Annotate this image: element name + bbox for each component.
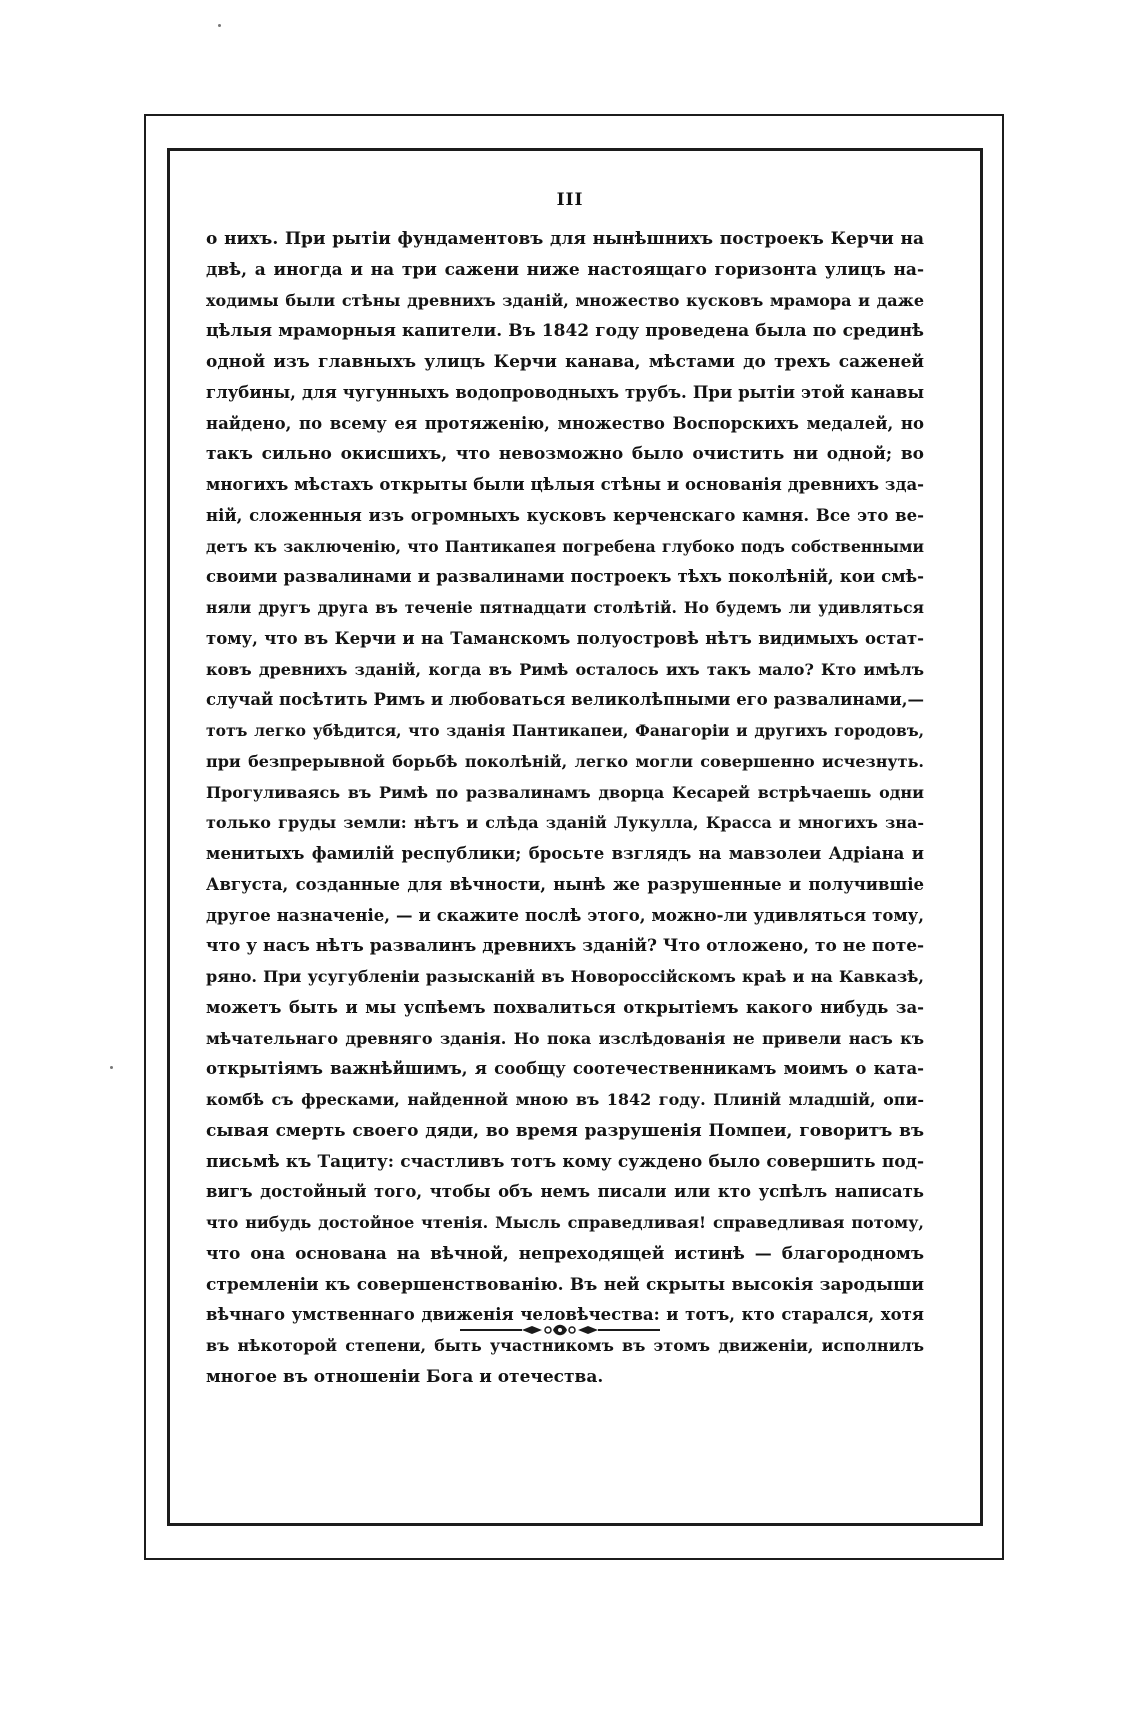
text-line: только груды земли: нѣтъ и слѣда зданій Лукулла, Красса и многихъ зна- (206, 813, 924, 833)
text-line: стремленіи къ совершенствованію. Въ ней скрыты высокія зародыши (206, 1274, 924, 1295)
text-line: тому, что въ Керчи и на Таманскомъ полуостровѣ нѣтъ видимыхъ остат- (206, 628, 924, 648)
text-line: комбѣ съ фресками, найденной мною въ 1842 году. Плиній младшій, опи- (206, 1090, 924, 1109)
text-line: глубины, для чугунныхъ водопроводныхъ трубъ. При рытіи этой канавы (206, 382, 924, 402)
text-line: случай посѣтить Римъ и любоваться великолѣпными его развалинами,— (206, 690, 924, 710)
text-line: детъ къ заключенію, что Пантикапея погребена глубоко подъ собственными (206, 536, 924, 556)
text-line: что нибудь достойное чтенія. Мысль справедливая! справедливая потому, (206, 1213, 924, 1232)
body-text (206, 224, 924, 1393)
text-line: многихъ мѣстахъ открыты были цѣлыя стѣны и основанія древнихъ зда- (206, 475, 924, 494)
text-line: ковъ древнихъ зданій, когда въ Римѣ осталось ихъ такъ мало? Кто имѣлъ (206, 659, 924, 679)
text-line: при безпрерывной борьбѣ поколѣній, легко могли совершенно исчезнуть. (206, 751, 924, 771)
text-line: что она основана на вѣчной, непреходящей истинѣ — благородномъ (206, 1243, 924, 1264)
ornament-divider (460, 1318, 660, 1342)
text-line: своими развалинами и развалинами построекъ тѣхъ поколѣній, кои смѣ- (206, 567, 924, 587)
text-line: Августа, созданные для вѣчности, нынѣ же разрушенные и получившіе (206, 874, 924, 894)
text-line: двѣ, а иногда и на три сажени ниже настоящаго горизонта улицъ на- (206, 259, 924, 280)
margin-speck (218, 24, 221, 27)
text-line: открытіямъ важнѣйшимъ, я сообщу соотечественникамъ моимъ о ката- (206, 1059, 924, 1079)
text-line: ній, сложенныя изъ огромныхъ кусковъ керченскаго камня. Все это ве- (206, 505, 924, 525)
text-line: вѣчнаго умственнаго движенія человѣчества: и тотъ, кто старался, хотя (206, 1305, 924, 1325)
text-line: что у насъ нѣтъ развалинъ древнихъ зданій? Что отложено, то не поте- (206, 936, 924, 957)
margin-speck (110, 1066, 113, 1069)
text-line: вигъ достойный того, чтобы объ немъ писали или кто успѣлъ написать (206, 1182, 924, 1202)
text-line: о нихъ. При рытіи фундаментовъ для нынѣшнихъ построекъ Керчи на (206, 229, 924, 249)
text-line: письмѣ къ Тациту: счастливъ тотъ кому суждено было совершить под- (206, 1151, 924, 1172)
text-line: мѣчательнаго древняго зданія. Но пока изслѣдованія не привели насъ къ (206, 1028, 924, 1048)
text-line: другое назначеніе, — и скажите послѣ этого, можно-ли удивляться тому, (206, 905, 924, 925)
text-line: Прогуливаясь въ Римѣ по развалинамъ дворца Кесарей встрѣчаешь одни (206, 782, 924, 802)
text-line: няли другъ друга въ теченіе пятнадцати столѣтій. Но будемъ ли удивляться (206, 598, 924, 617)
text-line: такъ сильно окисшихъ, что невозможно было очистить ни одной; во (206, 444, 924, 465)
text-line: ряно. При усугубленіи разысканій въ Новороссійскомъ краѣ и на Кавказѣ, (206, 967, 924, 986)
text-line: сывая смерть своего дяди, во время разрушенія Помпеи, говоритъ въ (206, 1120, 924, 1141)
text-line: въ нѣкоторой степени, быть участникомъ въ этомъ движеніи, исполнилъ (206, 1336, 924, 1355)
text-line: менитыхъ фамилій республики; бросьте взглядъ на мавзолеи Адріана и (206, 844, 924, 863)
text-line: найдено, по всему ея протяженію, множество Воспорскихъ медалей, но (206, 413, 924, 433)
text-line: тотъ легко убѣдится, что зданія Пантикапеи, Фанагоріи и другихъ городовъ, (206, 721, 924, 740)
text-line: можетъ быть и мы успѣемъ похвалиться открытіемъ какого нибудь за- (206, 997, 924, 1017)
text-line: ходимы были стѣны древнихъ зданій, множество кусковъ мрамора и даже (206, 290, 924, 310)
text-line: одной изъ главныхъ улицъ Керчи канава, мѣстами до трехъ саженей (206, 352, 924, 372)
text-line: многое въ отношеніи Бога и отечества. (206, 1366, 604, 1387)
page-number: III (556, 190, 584, 210)
text-line: цѣлыя мраморныя капители. Въ 1842 году проведена была по срединѣ (206, 321, 924, 342)
